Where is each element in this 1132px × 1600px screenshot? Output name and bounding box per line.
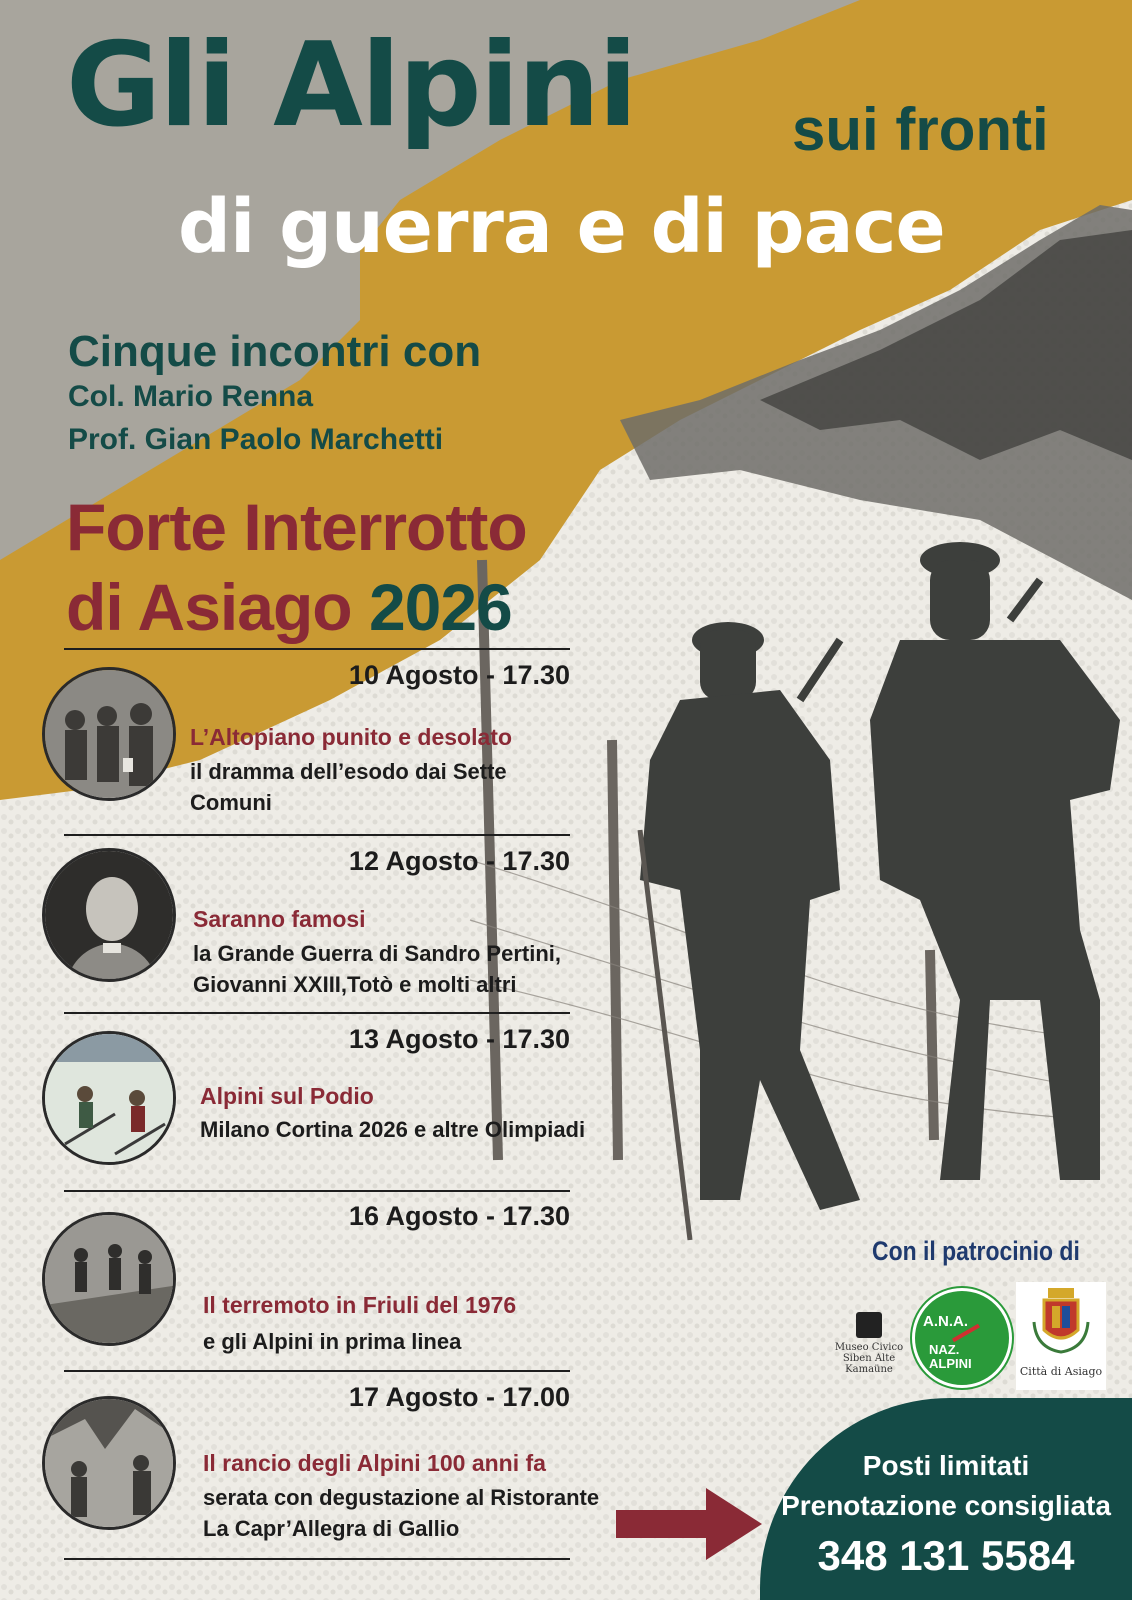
event-title: Il rancio degli Alpini 100 anni fa <box>203 1450 546 1476</box>
event-title: Saranno famosi <box>193 906 366 932</box>
event-title: Il terremoto in Friuli del 1976 <box>203 1292 517 1318</box>
arrow-right-icon <box>616 1484 766 1564</box>
divider <box>64 1370 570 1372</box>
poster-title-sub: sui fronti <box>792 96 1049 163</box>
cta-line2: Prenotazione consigliata <box>781 1490 1111 1521</box>
event-description: la Grande Guerra di Sandro Pertini, Giovanni XXIII,Totò e molti altri <box>193 941 561 997</box>
patronage-label: Con il patrocinio di <box>872 1236 1080 1266</box>
venue-line2 <box>66 570 512 644</box>
ana-logo-text-top: A.N.A. <box>923 1313 968 1330</box>
coat-of-arms-icon <box>1016 1282 1106 1360</box>
museo-civico-logo <box>834 1312 904 1375</box>
divider <box>64 1012 570 1014</box>
cta-phone[interactable]: 348 131 5584 <box>817 1532 1075 1579</box>
event-date: 13 Agosto - 17.30 <box>348 1024 570 1054</box>
refugee-children-photo-icon <box>42 667 176 801</box>
citta-di-asiago-logo <box>1016 1282 1106 1390</box>
divider <box>64 1190 570 1192</box>
speaker-2: Prof. Gian Paolo Marchetti <box>68 423 444 456</box>
venue-year: 2026 <box>368 570 512 644</box>
ana-alpini-logo <box>912 1288 1012 1388</box>
divider <box>64 1558 570 1560</box>
museo-emblem-icon <box>856 1312 882 1338</box>
poster-title: Gli Alpini <box>66 18 636 153</box>
soldier-portrait-photo-icon <box>42 848 176 982</box>
poster-title-line2: di guerra e di pace <box>178 184 945 270</box>
event-description: il dramma dell’esodo dai Sette Comuni <box>190 759 507 815</box>
event-date: 10 Agosto - 17.30 <box>348 660 570 690</box>
venue-place: di Asiago <box>66 570 352 644</box>
earthquake-rescue-photo-icon <box>42 1212 176 1346</box>
event-date: 17 Agosto - 17.00 <box>348 1382 570 1412</box>
event-description: serata con degustazione al Ristorante La Capr’Allegra di Gallio <box>203 1485 600 1541</box>
citta-logo-text: Città di Asiago <box>1019 1365 1103 1378</box>
skiers-illustration-icon <box>42 1031 176 1165</box>
museo-logo-text: Museo Civico Siben Alte Kamaüne <box>834 1342 904 1375</box>
event-date: 16 Agosto - 17.30 <box>348 1201 570 1231</box>
event-title: L’Altopiano punito e desolato <box>190 724 512 750</box>
ana-logo-text-bottom: NAZ. ALPINI <box>929 1342 972 1371</box>
venue-line1: Forte Interrotto <box>66 490 527 564</box>
event-title: Alpini sul Podio <box>200 1083 374 1109</box>
event-description: Milano Cortina 2026 e altre Olimpiadi <box>200 1117 586 1142</box>
divider <box>64 834 570 836</box>
event-description: e gli Alpini in prima linea <box>203 1329 462 1354</box>
soldiers-eating-photo-icon <box>42 1396 176 1530</box>
intro-lead: Cinque incontri con <box>68 327 482 376</box>
cta-line1: Posti limitati <box>862 1450 1030 1481</box>
speaker-1: Col. Mario Renna <box>68 380 314 413</box>
divider <box>64 648 570 650</box>
event-date: 12 Agosto - 17.30 <box>348 846 570 876</box>
